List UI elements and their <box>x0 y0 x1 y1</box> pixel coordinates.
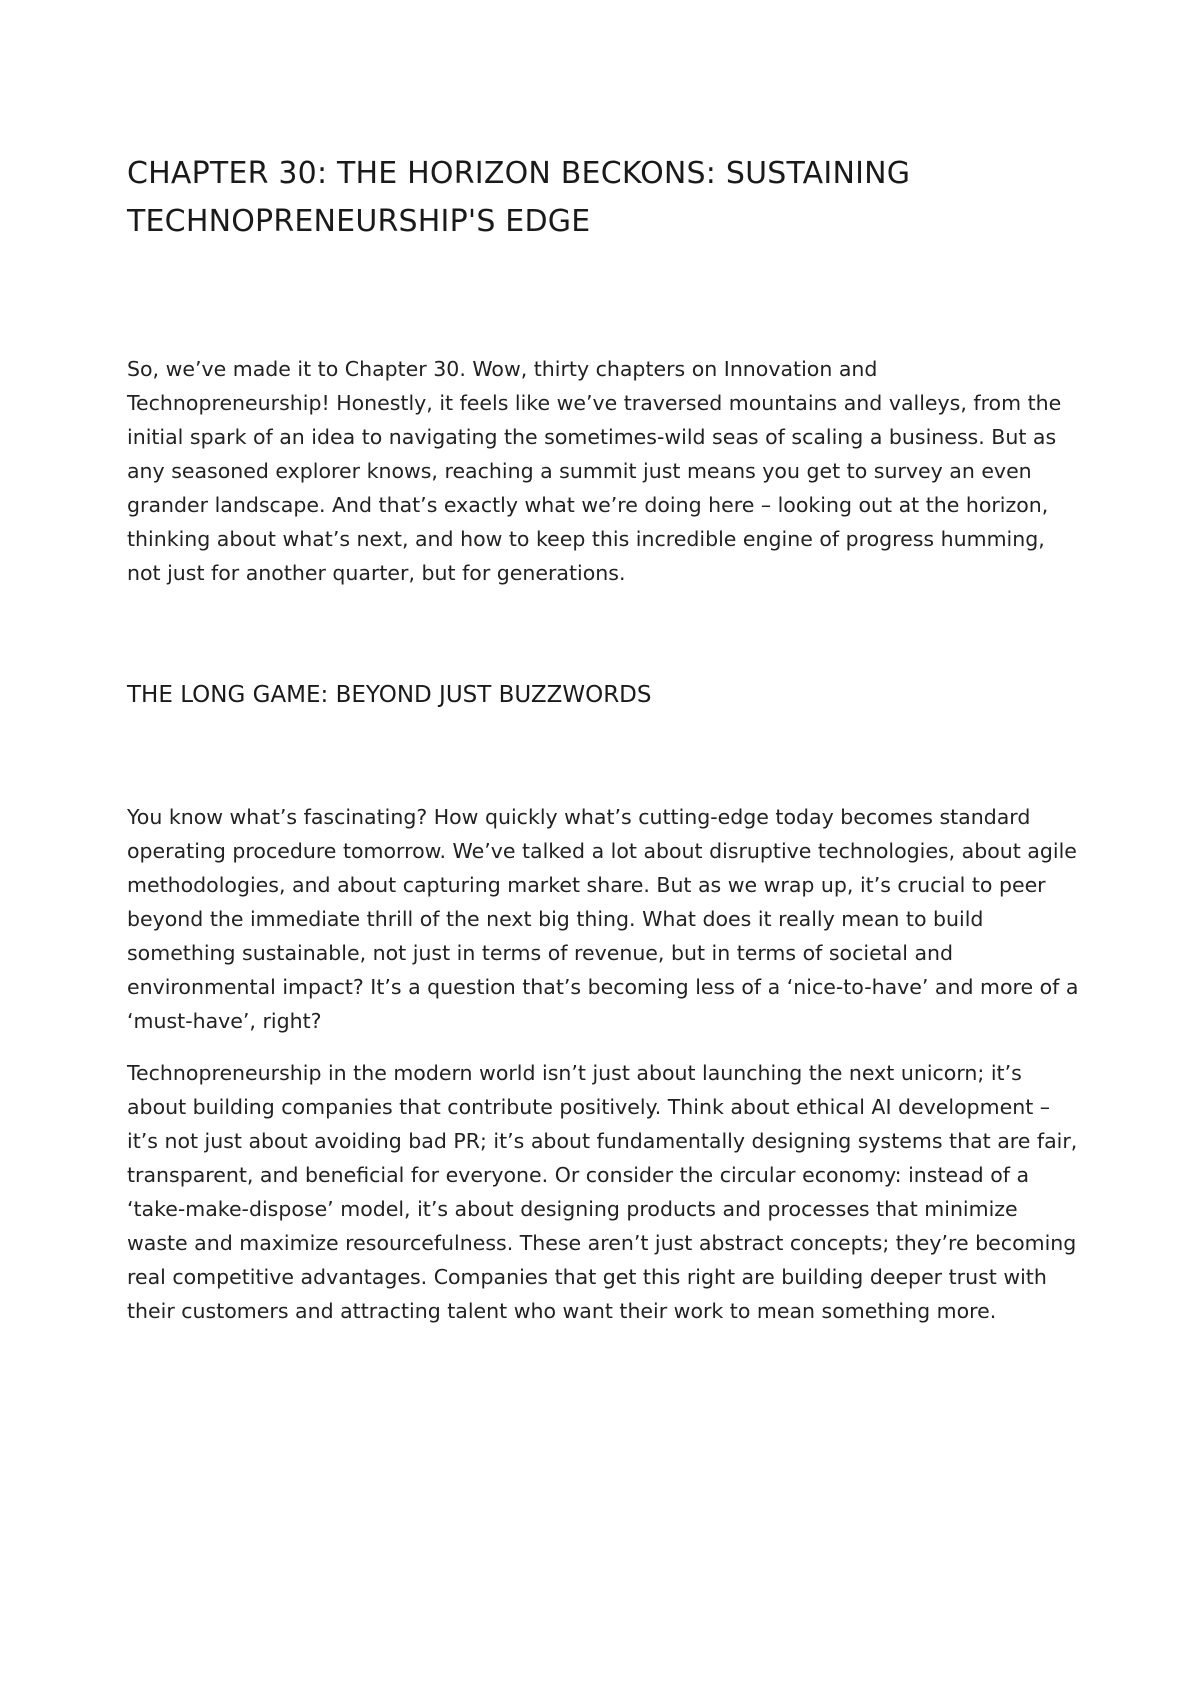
intro-paragraph: So, we’ve made it to Chapter 30. Wow, thirty chapters on Innovation and Technopreneurship! Honestly, it feels like we’ve traversed mountains and valleys, from the initial spark of an idea to navigating the sometimes-wild seas of scaling a business. But as any seasoned explorer knows, reaching a summit just means you get to survey an even grander landscape. And that’s exactly what we’re doing here – looking out at the horizon, thinking about what’s next, and how to keep this incredible engine of progress humming, not just for another quarter, but for generations. <box>127 357 1062 585</box>
section-heading: THE LONG GAME: BEYOND JUST BUZZWORDS <box>127 682 652 708</box>
body-paragraph: You know what’s fascinating? How quickly what’s cutting-edge today becomes standard operating procedure tomorrow. We’ve talked a lot about disruptive technologies, about agile methodologies, and about capturing market share. But as we wrap up, it’s crucial to peer beyond the immediate thrill of the next big thing. What does it really mean to build something sustainable, not just in terms of revenue, but in terms of societal and environmental impact? It’s a question that’s becoming less of a ‘nice-to-have’ and more of a ‘must-have’, right? <box>127 805 1079 1033</box>
page-content <box>127 150 1082 1328</box>
body-paragraph: Technopreneurship in the modern world isn’t just about launching the next unicorn; it’s about building companies that contribute positively. Think about ethical AI development – it’s not just about avoiding bad PR; it’s about fundamentally designing systems that are fair, transparent, and beneficial for everyone. Or consider the circular economy: instead of a ‘take-make-dispose’ model, it’s about designing products and processes that minimize waste and maximize resourcefulness. These aren’t just abstract concepts; they’re becoming real competitive advantages. Companies that get this right are building deeper trust with their customers and attracting talent who want their work to mean something more. <box>127 1061 1078 1323</box>
chapter-title: CHAPTER 30: THE HORIZON BECKONS: SUSTAINING TECHNOPRENEURSHIP'S EDGE <box>127 156 911 239</box>
